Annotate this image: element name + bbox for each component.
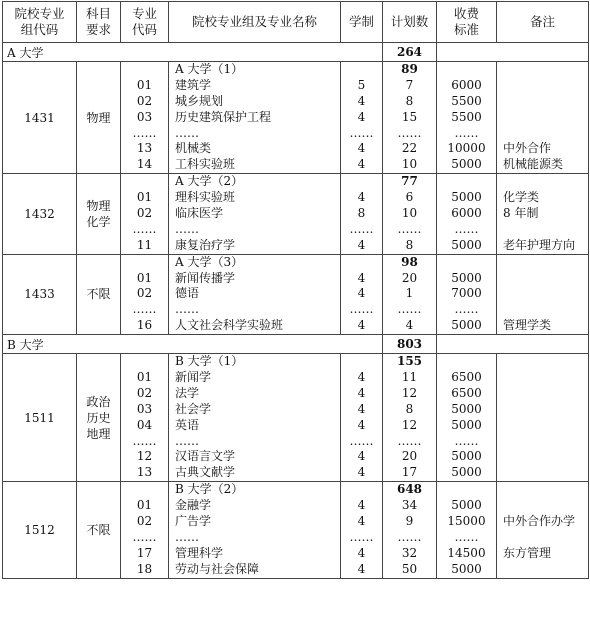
fee-cell [437,174,497,254]
major-code-cell [121,354,169,482]
table-cell-line: …… [397,433,422,448]
subject-line: 不限 [86,522,111,537]
table-cell-line: 02 [136,93,153,108]
table-cell-line: 17 [401,465,418,480]
table-cell-line: A 大学（2） [175,174,244,189]
table-cell-line: 5000 [451,318,482,333]
table-cell-line: …… [349,125,374,140]
header-major-code: 专业 代码 [121,2,169,43]
table-cell-line: 古典文献学 [175,465,236,480]
table-cell-line [121,354,168,370]
duration-cell [341,482,383,578]
table-cell-line: …… [175,302,199,317]
table-cell-line [437,482,496,498]
table-cell-line [497,78,588,94]
header-duration: 学制 [341,2,383,43]
group-code: 1433 [3,254,77,334]
duration-cell [341,354,383,482]
table-cell-line: 4 [357,157,366,172]
table-cell-line: 4 [357,545,366,560]
table-cell-line: 4 [357,385,366,400]
table-cell-line: 6 [405,190,414,205]
table-cell-line: …… [175,529,199,544]
table-cell-line [121,255,168,271]
table-cell-line: 新闻传播学 [175,270,236,285]
major-code-cell [121,254,169,334]
major-name-cell [169,482,341,578]
table-cell-line: 02 [136,385,153,400]
table-cell-line: …… [454,302,479,317]
table-cell-line [497,562,588,578]
table-cell-line: 4 [357,190,366,205]
table-cell-line: 4 [357,449,366,464]
table-cell-line: 20 [401,270,418,285]
table-cell-line: 02 [136,514,153,529]
table-cell-line: 17 [136,545,153,560]
table-cell-line [497,434,588,450]
table-cell-line: 4 [357,498,366,513]
table-cell-line [497,370,588,386]
table-cell-line: 10 [401,206,418,221]
table-cell-line: 4 [357,93,366,108]
table-cell-line: 5000 [451,465,482,480]
table-cell-line [497,418,588,434]
table-cell-line: 5000 [451,401,482,416]
university-row-filler [437,43,589,62]
table-cell-line: A 大学（1） [175,62,244,76]
table-cell-line [121,174,168,190]
subject-requirement [77,482,121,578]
table-cell-line: 8 [405,401,414,416]
duration-cell [341,62,383,174]
table-cell-line: 城乡规划 [175,93,224,108]
plan-cell [383,254,437,334]
header-plan: 计划数 [383,2,437,43]
note-cell [497,174,589,254]
group-code: 1512 [3,482,77,578]
group-row [3,354,589,482]
fee-cell [437,482,497,578]
header-subject-req: 科目 要求 [77,2,121,43]
table-cell-line: 04 [136,417,153,432]
table-cell-line: 人文社会科学实验班 [175,318,284,333]
table-cell-line: 5500 [451,93,482,108]
subject-line: 政治 [86,394,111,409]
table-cell-line [497,255,588,271]
table-cell-line: …… [454,125,479,140]
table-cell-line: …… [349,221,374,236]
admission-plan-table [2,1,589,579]
group-row [3,254,589,334]
table-cell-line: 4 [357,401,366,416]
plan-cell [383,62,437,174]
table-cell-line: 管理科学 [175,545,224,560]
table-cell-line: 03 [136,109,153,124]
table-cell-line: …… [175,125,199,140]
table-cell-line: …… [454,433,479,448]
table-cell-line: 01 [136,77,153,92]
table-cell-line: …… [175,433,199,448]
note-cell [497,254,589,334]
table-cell-line: 工科实验班 [175,157,236,172]
table-cell-line: …… [349,529,374,544]
table-cell-line: 13 [136,141,153,156]
major-name-cell [169,62,341,174]
group-row [3,174,589,254]
table-cell-line: 新闻学 [175,370,212,385]
table-cell-line: 8 年制 [503,206,539,221]
subject-line: 历史 [86,410,111,425]
table-cell-line [497,302,588,318]
table-cell-line: …… [454,221,479,236]
table-cell-line: 金融学 [175,498,212,513]
table-cell-line: 155 [396,354,423,369]
table-cell-line: 15000 [447,514,486,529]
table-cell-line: 4 [357,237,366,252]
subject-line: 物理 [86,198,111,213]
table-cell-line: B 大学（2） [175,482,244,497]
table-cell-line: …… [454,529,479,544]
table-cell-line [497,222,588,238]
table-cell-line: …… [132,125,157,140]
table-cell-line: 4 [357,561,366,576]
table-cell-line: 老年护理方向 [503,237,576,252]
header-row [3,2,589,43]
table-cell-line: 18 [136,561,153,576]
table-cell-line: 5000 [451,449,482,464]
table-cell-line: 4 [357,286,366,301]
university-name: B 大学 [3,335,383,354]
note-cell [497,62,589,174]
table-cell-line: …… [397,125,422,140]
table-cell-line: 德语 [175,286,200,301]
table-cell-line: 01 [136,190,153,205]
group-code: 1511 [3,354,77,482]
table-cell-line: …… [175,221,199,236]
major-name-cell [169,354,341,482]
university-total: 803 [383,335,437,354]
table-cell-line: 历史建筑保护工程 [175,109,272,124]
fee-cell [437,62,497,174]
table-cell-line: 广告学 [175,514,212,529]
table-cell-line: 机械能源类 [503,157,564,172]
table-cell-line: …… [397,529,422,544]
table-cell-line: 22 [401,141,418,156]
table-cell-line [497,62,588,78]
table-cell-line: 98 [401,254,418,269]
table-cell-line: …… [132,302,157,317]
table-cell-line: 9 [405,514,414,529]
table-cell-line: 劳动与社会保障 [175,561,260,576]
table-cell-line: 社会学 [175,401,212,416]
table-cell-line [497,286,588,302]
table-cell-line: 8 [405,237,414,252]
fee-cell [437,354,497,482]
table-cell-line: 01 [136,370,153,385]
table-cell-line: 11 [136,237,153,252]
table-cell-line [497,449,588,465]
table-cell-line: 4 [357,370,366,385]
subject-line: 化学 [86,214,111,229]
duration-cell [341,254,383,334]
table-cell-line [497,482,588,498]
table-cell-line: 汉语言文学 [175,449,236,464]
subject-requirement [77,354,121,482]
table-cell-line: 理科实验班 [175,190,236,205]
table-cell-line [497,110,588,126]
table-cell-line: …… [397,302,422,317]
table-cell-line: 77 [401,174,418,189]
table-cell-line [497,402,588,418]
table-cell-line: 14 [136,157,153,172]
table-cell-line [497,271,588,287]
university-row [3,43,589,62]
group-row [3,62,589,174]
table-cell-line: 7 [405,77,414,92]
table-cell-line: 01 [136,498,153,513]
table-cell-line [437,354,496,370]
header-note: 备注 [497,2,589,43]
table-cell-line: 6000 [451,206,482,221]
subject-line: 不限 [86,287,111,302]
table-cell-line: 中外合作办学 [503,514,576,529]
table-cell-line: 13 [136,465,153,480]
major-name-cell [169,254,341,334]
table-cell-line [437,255,496,271]
table-cell-line: 16 [136,318,153,333]
subject-requirement [77,62,121,174]
table-cell-line: 6500 [451,370,482,385]
table-cell-line: 02 [136,286,153,301]
table-cell-line: 12 [401,417,418,432]
table-cell-line [497,498,588,514]
table-cell-line [497,174,588,190]
university-row [3,335,589,354]
table-cell-line: …… [132,529,157,544]
table-cell-line: 14500 [447,545,486,560]
table-cell-line: 4 [357,417,366,432]
table-cell-line: 4 [357,109,366,124]
fee-cell [437,254,497,334]
table-cell-line: 8 [357,206,366,221]
table-cell-line: 4 [357,318,366,333]
group-row [3,482,589,578]
table-cell-line: …… [397,221,422,236]
table-cell-line: 89 [401,62,418,76]
table-cell-line: 4 [357,514,366,529]
table-cell-line [341,354,382,370]
table-cell-line: 化学类 [503,190,540,205]
table-cell-line: 20 [401,449,418,464]
table-cell-line: 10 [401,157,418,172]
table-cell-line: 32 [401,545,418,560]
table-cell-line: 5000 [451,498,482,513]
table-cell-line: 管理学类 [503,318,552,333]
table-cell-line: 5000 [451,417,482,432]
table-cell-line: 12 [136,449,153,464]
table-cell-line: 01 [136,270,153,285]
table-cell-line [497,465,588,481]
table-cell-line: 康复治疗学 [175,237,236,252]
table-cell-line: …… [349,302,374,317]
university-name: A 大学 [3,43,383,62]
table-cell-line: 03 [136,401,153,416]
major-code-cell [121,174,169,254]
university-total: 264 [383,43,437,62]
table-cell-line: 12 [401,385,418,400]
university-row-filler [437,335,589,354]
table-cell-line: 02 [136,206,153,221]
table-cell-line: 5000 [451,270,482,285]
table-cell-line: 5000 [451,157,482,172]
table-cell-line: 15 [401,109,418,124]
table-cell-line [121,62,168,78]
table-cell-line: 英语 [175,417,200,432]
table-cell-line: 法学 [175,385,200,400]
table-cell-line [341,174,382,190]
table-cell-line: 4 [357,141,366,156]
subject-line: 物理 [86,110,111,125]
table-body [3,43,589,579]
table-cell-line [341,62,382,78]
major-name-cell [169,174,341,254]
table-cell-line: 4 [405,318,414,333]
group-code: 1432 [3,174,77,254]
table-cell-line: …… [132,433,157,448]
plan-cell [383,354,437,482]
table-cell-line [497,94,588,110]
group-code: 1431 [3,62,77,174]
table-cell-line [437,62,496,78]
table-cell-line: 建筑学 [175,77,212,92]
table-cell-line: B 大学（1） [175,354,244,369]
table-cell-line: 6000 [451,77,482,92]
subject-requirement [77,174,121,254]
subject-requirement [77,254,121,334]
table-cell-line [341,482,382,498]
table-cell-line: 4 [357,270,366,285]
table-cell-line: 4 [357,465,366,480]
table-cell-line: 648 [396,482,423,497]
table-cell-line: 5500 [451,109,482,124]
note-cell [497,354,589,482]
table-cell-line: 临床医学 [175,206,224,221]
plan-cell [383,174,437,254]
table-cell-line: 11 [401,370,418,385]
duration-cell [341,174,383,254]
table-cell-line: 8 [405,93,414,108]
table-cell-line [497,126,588,142]
header-name: 院校专业组及专业名称 [169,2,341,43]
table-cell-line: 6500 [451,385,482,400]
table-cell-line: A 大学（3） [175,254,244,269]
subject-line: 地理 [86,426,111,441]
table-cell-line [437,174,496,190]
table-cell-line: 中外合作 [503,141,552,156]
table-cell-line: …… [349,433,374,448]
table-cell-line [121,482,168,498]
table-cell-line [497,354,588,370]
table-cell-line: 5000 [451,561,482,576]
table-cell-line [341,255,382,271]
table-cell-line [497,530,588,546]
table-cell-line: 7000 [451,286,482,301]
table-cell-line: 5000 [451,237,482,252]
table-cell-line [497,386,588,402]
table-cell-line: 50 [401,561,418,576]
table-cell-line: 34 [401,498,418,513]
major-code-cell [121,482,169,578]
table-cell-line: 机械类 [175,141,212,156]
header-group-code: 院校专业 组代码 [3,2,77,43]
header-fee: 收费 标准 [437,2,497,43]
table-cell-line: 10000 [447,141,486,156]
plan-cell [383,482,437,578]
table-cell-line: 1 [405,286,414,301]
major-code-cell [121,62,169,174]
table-cell-line: …… [132,221,157,236]
table-cell-line: 5000 [451,190,482,205]
table-cell-line: 5 [357,77,366,92]
note-cell [497,482,589,578]
table-cell-line: 东方管理 [503,545,552,560]
